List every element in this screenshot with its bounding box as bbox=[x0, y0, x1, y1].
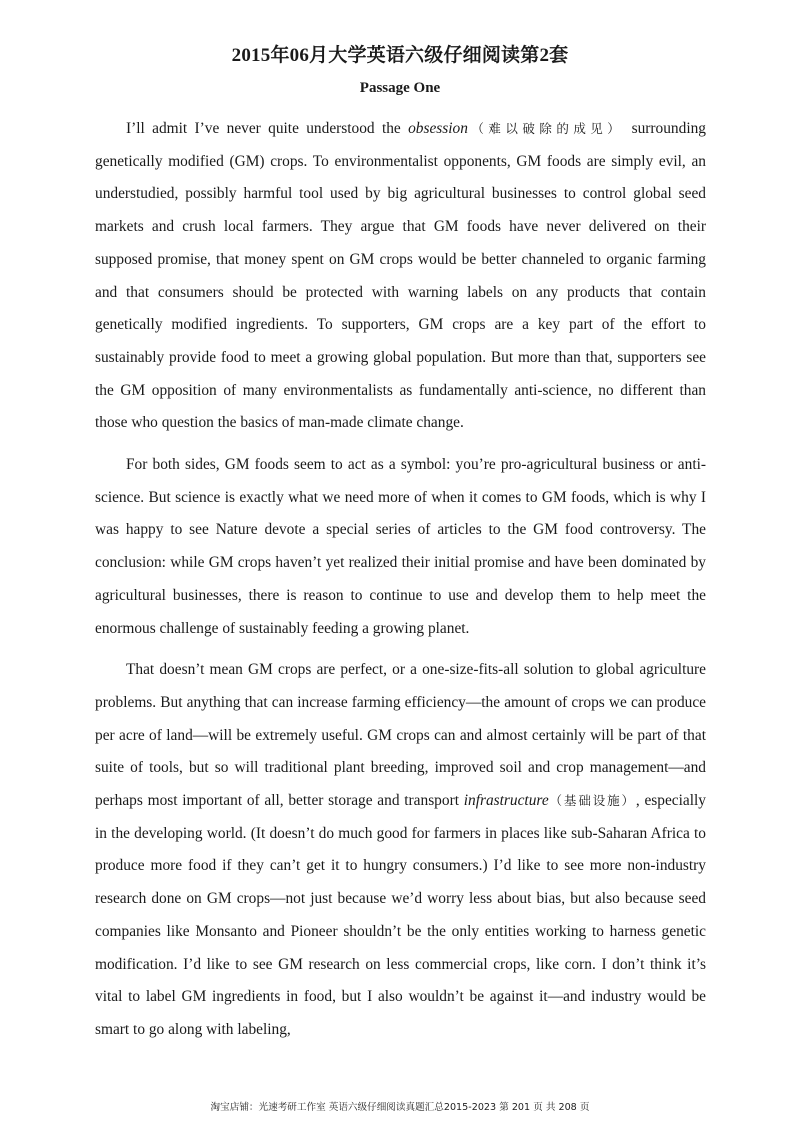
paragraph-1-text-end: surrounding genetically modified (GM) crops. To environmentalist opponents, GM foods are simply evil, an understudied, possibly harmful tool used by big agricultural businesses to control global seed markets and crush local farmers. They argue that GM foods have never delivered on their supposed promise, that money spent on GM crops would be better channeled to organic farming and that consumers should be protected with warning labels on any products that contain genetically modified ingredients. To supporters, GM crops are a key part of the effort to sustainably provide food to meet a growing global population. But more than that, supporters see the GM opposition of many environmentalists as fundamentally anti-science, no different than those who question the basics of man-made climate change. bbox=[95, 120, 706, 432]
paragraph-1-text-start: I’ll admit I’ve never quite understood the bbox=[126, 120, 409, 137]
glossed-term-obsession: obsession bbox=[408, 120, 468, 137]
paragraph-3 bbox=[95, 654, 706, 1046]
document-title: 2015年06月大学英语六级仔细阅读第2套 bbox=[231, 45, 569, 66]
page-footer: 淘宝店铺：光速考研工作室 英语六级仔细阅读真题汇总2015-2023 第 201 页 共 208 页 bbox=[210, 1102, 590, 1113]
paragraph-1 bbox=[95, 113, 706, 440]
paragraph-3-text-start: That doesn’t mean GM crops are perfect, or a one-size-fits-all solution to global agriculture problems. But anything that can increase farming efficiency—the amount of crops we can produce per acre of land—will be extremely useful. GM crops can and almost certainly will be part of that suite of tools, but so will traditional plant breeding, improved soil and crop management—and perhaps most important of all, better storage and transport bbox=[95, 661, 706, 810]
paragraph-3-text-end: , especially in the developing world. (It doesn’t do much good for farmers in places like sub-Saharan Africa to produce more food if they can’t get it to hungry consumers.) I’d like to see more non-industry research done on GM crops—not just because we’d worry less about bias, but also because seed companies like Monsanto and Pioneer shouldn’t be the only entities working to harness genetic modification. I’d like to see GM research on less commercial crops, like corn. I don’t think it’s vital to label GM ingredients in food, but I also wouldn’t be against it—and industry would be smart to go along with labeling, bbox=[95, 792, 706, 1038]
passage-heading: Passage One bbox=[359, 80, 441, 96]
glossed-term-infrastructure: infrastructure bbox=[463, 792, 549, 810]
paragraph-2: For both sides, GM foods seem to act as a symbol: you’re pro-agricultural business or anti-science. But science is exactly what we need more of when it comes to GM foods, which is why I was happy to see Nature devote a special series of articles to the GM food controversy. The conclusion: while GM crops haven’t yet realized their initial promise and have been dominated by agricultural businesses, there is reason to continue to use and develop them to help meet the enormous challenge of sustainably feeding a growing planet. bbox=[95, 456, 706, 637]
chinese-gloss-infrastructure: （基础设施） bbox=[548, 793, 636, 809]
chinese-gloss-obsession: （难以破除的成见） bbox=[467, 121, 625, 136]
passage-body bbox=[95, 113, 706, 1056]
